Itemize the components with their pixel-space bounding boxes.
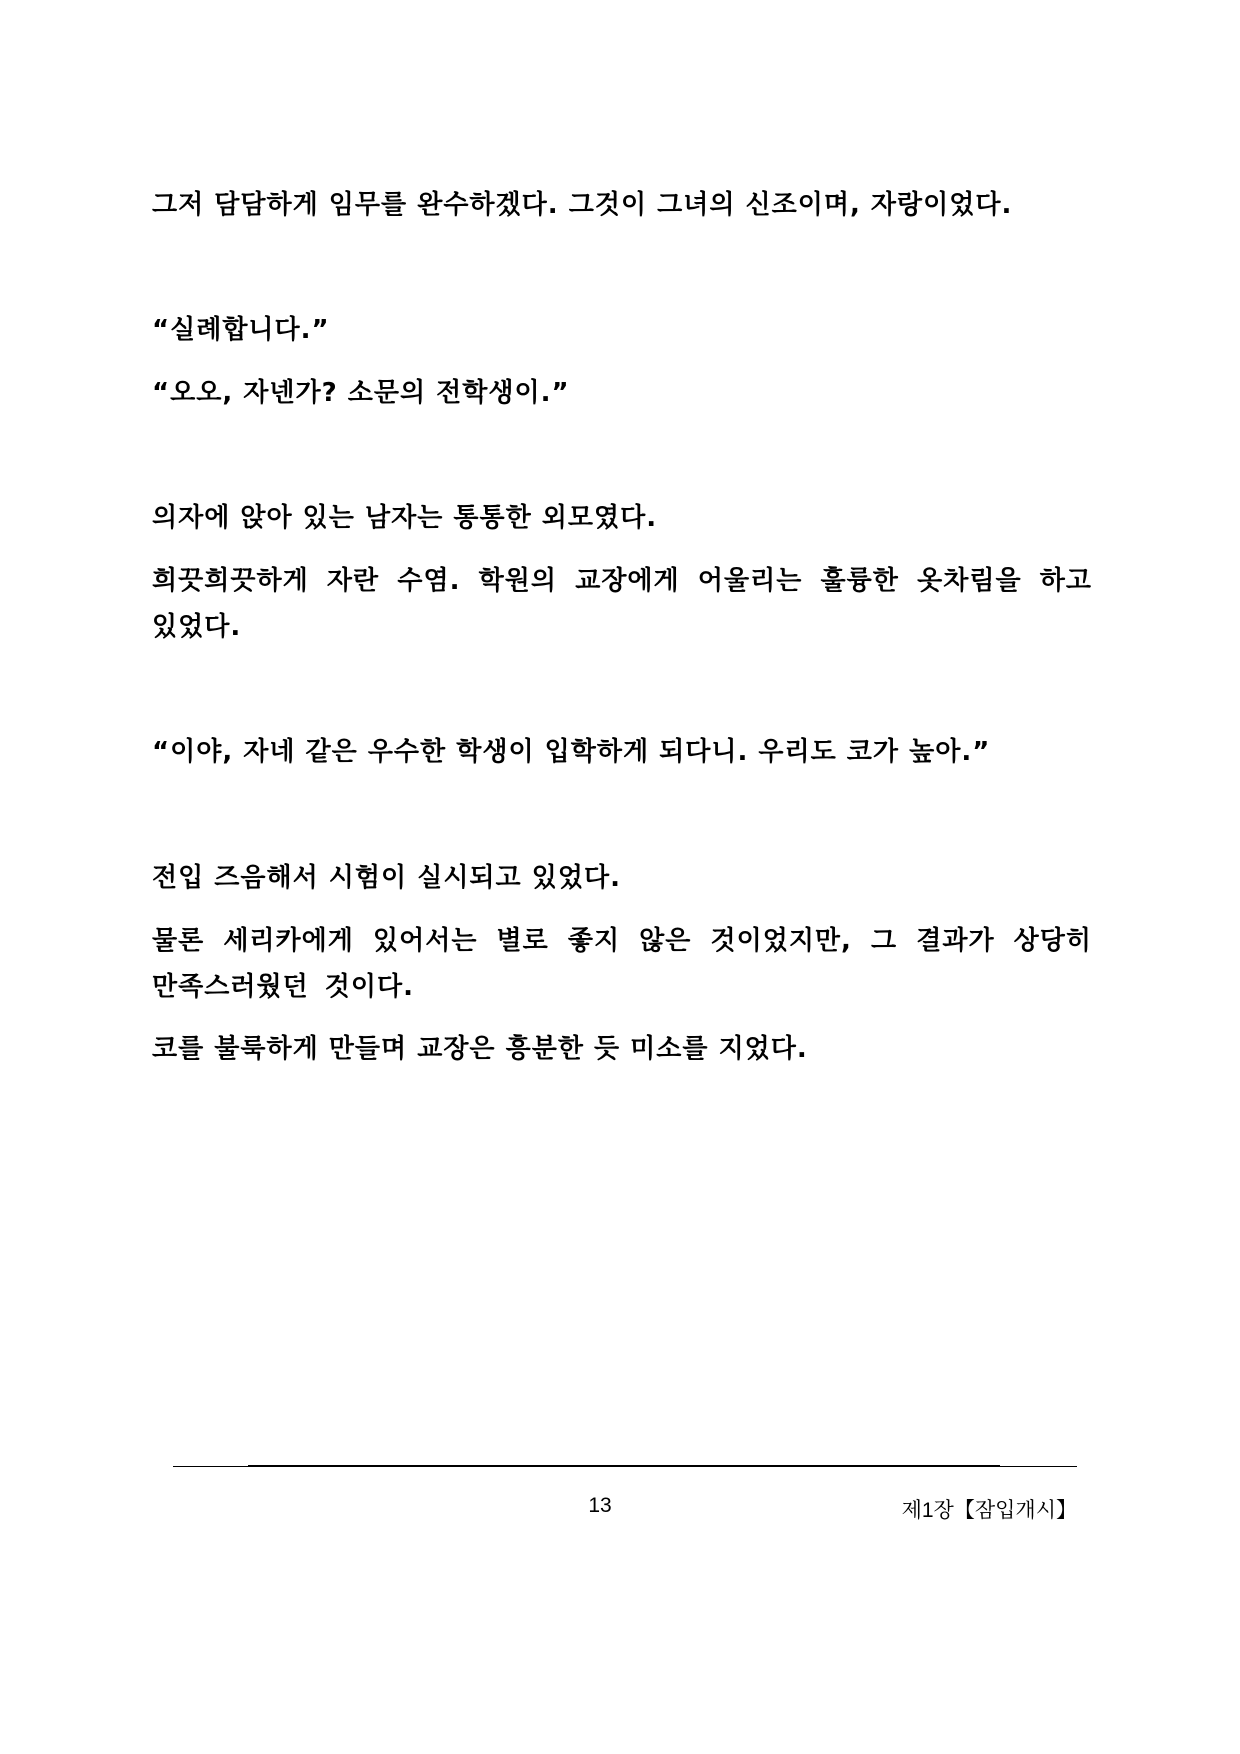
dialogue-line-1: “실례합니다.” xyxy=(152,315,330,345)
paragraph-3: 희끗희끗하게 자란 수염. 학원의 교장에게 어울리는 훌륭한 옷차림을 하고 있었다. xyxy=(152,566,1092,642)
paragraph-2: 의자에 앉아 있는 남자는 통통한 외모였다. xyxy=(152,503,658,533)
paragraph-5: 물론 세리카에게 있어서는 별로 좋지 않은 것이었지만, 그 결과가 상당히 만족스러웠던 것이다. xyxy=(152,926,1092,1002)
chapter-title: 제1장【잠입개시】 xyxy=(901,1499,1077,1522)
dialogue-line-2: “오오, 자넨가? 소문의 전학생이.” xyxy=(152,378,570,408)
paragraph-6: 코를 불룩하게 만들며 교장은 흥분한 듯 미소를 지었다. xyxy=(152,1034,808,1064)
footer-divider-thick xyxy=(248,1465,1000,1467)
paragraph-4: 전입 즈음해서 시험이 실시되고 있었다. xyxy=(152,863,621,893)
page-number: 13 xyxy=(588,1494,612,1517)
paragraph-1: 그저 담담하게 임무를 완수하겠다. 그것이 그녀의 신조이며, 자랑이었다. xyxy=(152,190,1013,220)
dialogue-line-3: “이야, 자네 같은 우수한 학생이 입학하게 되다니. 우리도 코가 높아.” xyxy=(152,737,991,767)
